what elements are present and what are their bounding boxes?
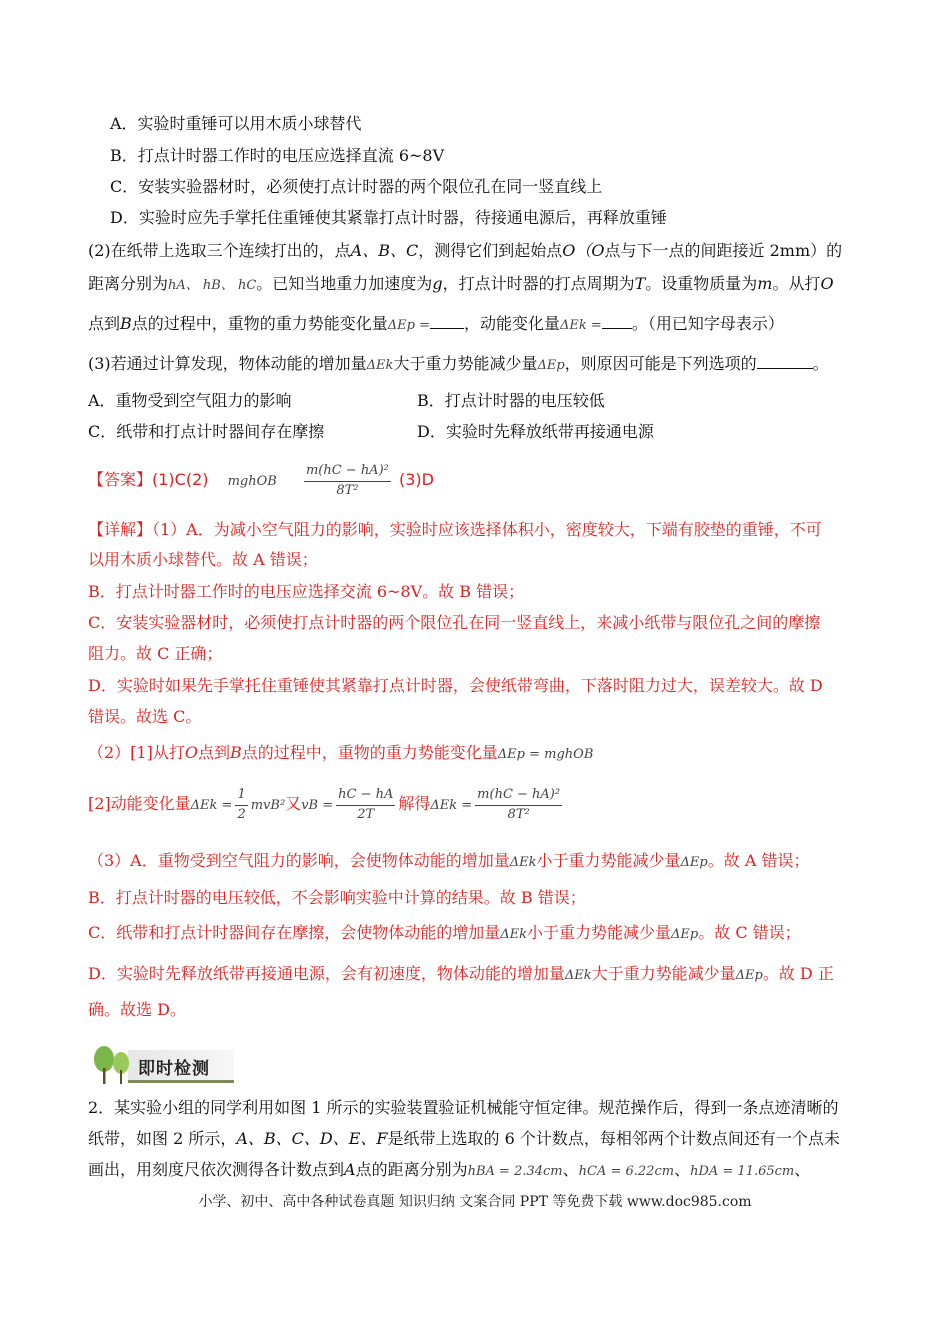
q3-option-c: C．纸带和打点计时器间存在摩擦: [88, 422, 325, 441]
detail-line-2: 以用木质小球替代。故 A 错误；: [88, 550, 318, 569]
detail-line-3: B．打点计时器工作时的电压应选择交流 6~8V。故 B 错误；: [88, 582, 525, 601]
tree-icon: [88, 1044, 136, 1086]
q1-option-a: A．实验时重锤可以用木质小球替代: [110, 114, 362, 133]
q-next-line-1: 2．某实验小组的同学利用如图 1 所示的实验装置验证机械能守恒定律。规范操作后，得到一条点迹清晰的: [88, 1098, 839, 1117]
detail-line-12: C．纸带和打点计时器间存在摩擦，会使物体动能的增加量ΔEk小于重力势能减少量ΔEp。故 C 错误；: [88, 923, 801, 942]
detail-line-14: 确。故选 D。: [88, 1000, 186, 1019]
q2-line-2: 距离分别为hA、 hB、 hC。已知当地重力加速度为g，打点计时器的打点周期为T。设重物质量为m。从打O: [88, 274, 834, 293]
detail-line-10: （3）A．重物受到空气阻力的影响，会使物体动能的增加量ΔEk小于重力势能减少量ΔEp。故 A 错误；: [88, 851, 810, 870]
q-next-line-3: 画出，用刻度尺依次测得各计数点到A点的距离分别为hBA = 2.34cm、hCA = 6.22cm、hDA = 11.65cm、: [88, 1160, 811, 1179]
detail-line-8: （2）[1]从打O点到B点的过程中，重物的重力势能变化量ΔEp = mghOB: [88, 743, 594, 762]
answer-line: 【答案】(1)C(2) mghOB $\frac{\text{m(hC − hA)²}}{\text{8T²}}$ (3)D: [88, 462, 434, 498]
answer-blank-ep[interactable]: [430, 314, 464, 329]
q3-stem: (3)若通过计算发现，物体动能的增加量ΔEk大于重力势能减少量ΔEp，则原因可能是下列选项的 。: [88, 354, 829, 373]
detail-line-4: C．安装实验器材时，必须使打点计时器的两个限位孔在同一竖直线上，来减小纸带与限位孔之间的摩擦: [88, 613, 821, 632]
q1-option-d: D．实验时应先手掌托住重锤使其紧靠打点计时器，待接通电源后，再释放重锤: [110, 208, 667, 227]
q2-line-3: 点到B点的过程中，重物的重力势能变化量ΔEp = ，动能变化量ΔEk = 。（用已知字母表示）: [88, 314, 784, 333]
section-banner: [88, 1044, 234, 1084]
q3-option-d: D．实验时先释放纸带再接通电源: [417, 422, 654, 441]
banner-title: 即时检测: [138, 1059, 210, 1079]
answer-fraction: $\frac{\text{m(hC − hA)²}}{\text{8T²}}$: [305, 462, 389, 498]
answer-blank-q3[interactable]: [757, 354, 813, 369]
answer-blank-ek[interactable]: [602, 314, 632, 329]
detail-line-1: 【详解】（1）A．为减小空气阻力的影响，实验时应该选择体积小，密度较大，下端有胶垫的重锤，不可: [88, 520, 822, 539]
detail-line-13: D．实验时先释放纸带再接通电源，会有初速度，物体动能的增加量ΔEk大于重力势能减少量ΔEp。故 D 正: [88, 964, 834, 983]
detail-line-11: B．打点计时器的电压较低，不会影响实验中计算的结果。故 B 错误；: [88, 888, 586, 907]
q1-option-c: C．安装实验器材时，必须使打点计时器的两个限位孔在同一竖直线上: [110, 177, 603, 196]
detail-line-7: 错误。故选 C。: [88, 707, 202, 726]
q3-option-b: B．打点计时器的电压较低: [417, 391, 605, 410]
detail-line-5: 阻力。故 C 正确；: [88, 644, 223, 663]
q1-option-b: B．打点计时器工作时的电压应选择直流 6~8V: [110, 146, 445, 165]
detail-line-9: [2]动能变化量ΔEk = $\frac{1}{2}$ mvB²又vB = $\frac{hC - hA}{2T}$ 解得ΔEk = $\frac{\text{m(hC − hA)²}}{\text{8T²}}$: [88, 786, 561, 822]
detail-line-6: D．实验时如果先手掌托住重锤使其紧靠打点计时器，会使纸带弯曲，下落时阻力过大，误差较大。故 D: [88, 676, 823, 695]
page-footer: 小学、初中、高中各种试卷真题 知识归纳 文案合同 PPT 等免费下载 www.doc985.com: [198, 1194, 752, 1210]
q3-option-a: A．重物受到空气阻力的影响: [88, 391, 292, 410]
q2-line-1: (2)在纸带上选取三个连续打出的，点A、B、C，测得它们到起始点O（O点与下一点的间距接近 2mm）的: [88, 241, 843, 260]
q-next-line-2: 纸带，如图 2 所示，A、B、C、D、E、F是纸带上选取的 6 个计数点，每相邻两个计数点间还有一个点未: [88, 1129, 840, 1148]
